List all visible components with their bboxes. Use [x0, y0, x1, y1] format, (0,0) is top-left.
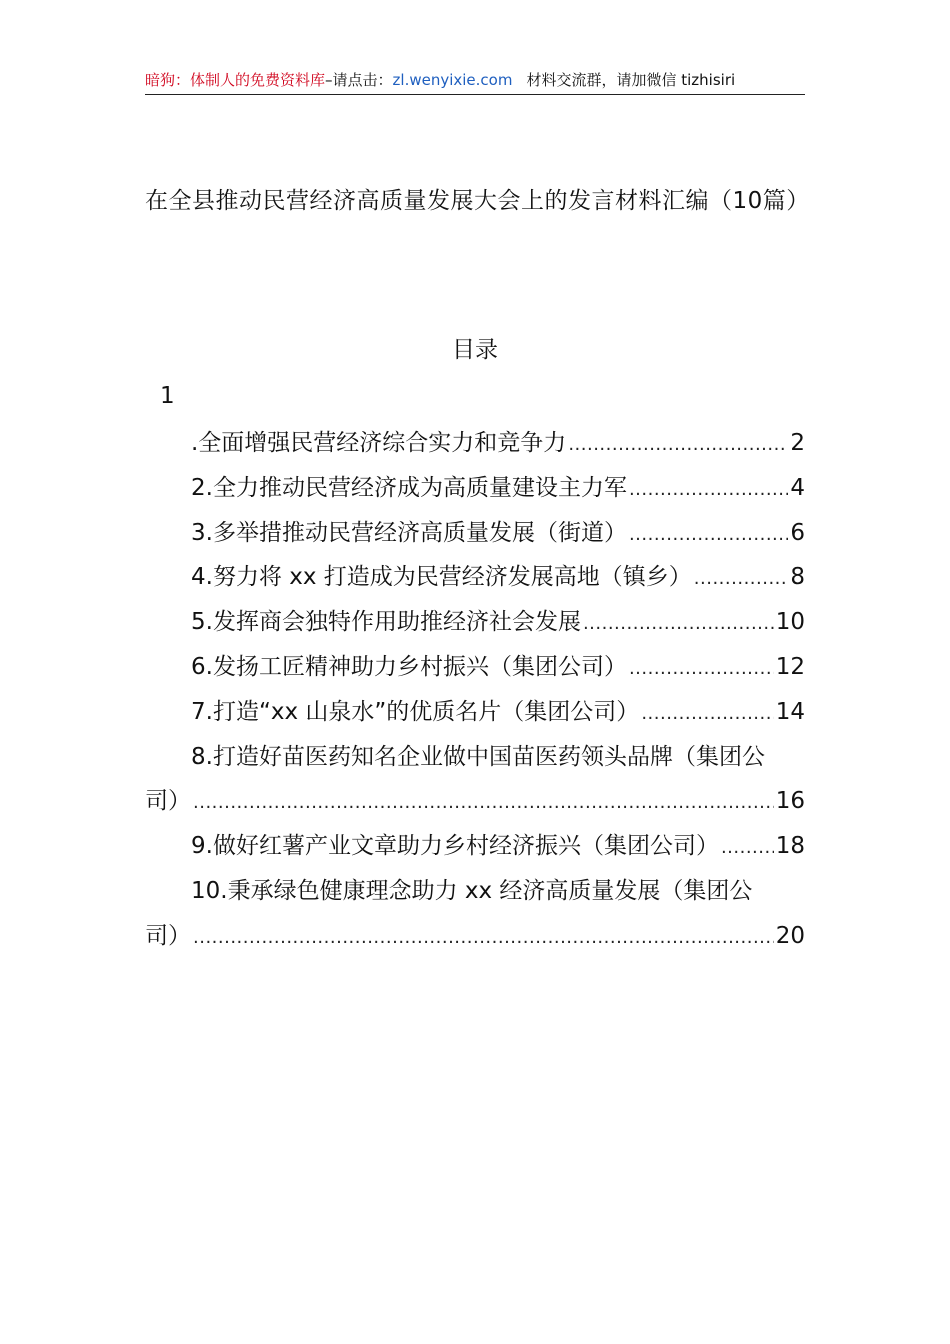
toc-entry-7[interactable] [145, 690, 805, 735]
toc-entry-label: 7.打造“xx 山泉水”的优质名片（集团公司） [191, 698, 640, 725]
toc-leader-dots [721, 826, 774, 871]
toc-entry-9[interactable] [145, 824, 805, 869]
header-brand: 暗狗：体制人的免费资料库 [145, 71, 326, 89]
toc-entry-page: 6 [790, 519, 805, 546]
header-prompt: –请点击： [325, 71, 393, 89]
toc-entry-4[interactable] [145, 555, 805, 600]
toc-leader-dots [641, 692, 773, 737]
toc-entry-label: 9.做好红薯产业文章助力乡村经济振兴（集团公司） [191, 833, 719, 860]
toc-entry-2[interactable] [145, 466, 805, 511]
toc-leader-dots [629, 513, 788, 558]
table-of-contents [145, 421, 805, 959]
toc-entry-label: 4.努力将 xx 打造成为民营经济发展高地（镇乡） [191, 564, 692, 591]
toc-entry-page: 18 [775, 833, 805, 860]
toc-entry-label-line1: 10.秉承绿色健康理念助力 xx 经济高质量发展（集团公 [191, 877, 753, 904]
toc-entry-label-line2: 司） [145, 788, 191, 815]
toc-entry-label: 2.全力推动民营经济成为高质量建设主力军 [191, 474, 627, 501]
toc-entry-10[interactable] [145, 869, 805, 959]
header-contact: 材料交流群，请加微信 tizhisiri [526, 71, 736, 89]
toc-entry-3[interactable] [145, 511, 805, 556]
header-divider [145, 94, 805, 95]
toc-entry-label-line1: 8.打造好苗医药知名企业做中国苗医药领头品牌（集团公 [191, 743, 765, 770]
toc-entry-page: 10 [775, 609, 805, 636]
toc-entry-page: 14 [775, 698, 805, 725]
toc-leader-dots [568, 423, 788, 468]
toc-leader-dots [629, 647, 774, 692]
toc-leader-dots [629, 468, 788, 513]
header-link[interactable]: zl.wenyixie.com [392, 71, 513, 89]
toc-entry-page: 20 [775, 922, 805, 949]
toc-leader-dots [583, 602, 774, 647]
toc-entry-8[interactable] [145, 735, 805, 825]
toc-entry-page: 8 [790, 564, 805, 591]
toc-entry-1[interactable] [145, 421, 805, 466]
toc-first-number: 1 [160, 383, 175, 409]
page-header [145, 68, 805, 92]
toc-entry-page: 12 [775, 653, 805, 680]
toc-entry-label: 5.发挥商会独特作用助推经济社会发展 [191, 609, 581, 636]
toc-leader-dots [193, 916, 774, 961]
toc-entry-label: 6.发扬工匠精神助力乡村振兴（集团公司） [191, 653, 627, 680]
toc-entry-label: .全面增强民营经济综合实力和竞争力 [191, 430, 567, 456]
toc-entry-6[interactable] [145, 645, 805, 690]
document-title: 在全县推动民营经济高质量发展大会上的发言材料汇编（10篇） [145, 188, 810, 214]
toc-entry-page: 4 [790, 474, 805, 501]
toc-entry-5[interactable] [145, 600, 805, 645]
toc-entry-page: 2 [790, 430, 805, 456]
toc-entry-label-line2: 司） [145, 922, 191, 949]
toc-heading: 目录 [452, 337, 498, 363]
toc-entry-label: 3.多举措推动民营经济高质量发展（街道） [191, 519, 627, 546]
toc-entry-page: 16 [775, 788, 805, 815]
toc-leader-dots [193, 781, 774, 826]
toc-leader-dots [694, 557, 789, 602]
